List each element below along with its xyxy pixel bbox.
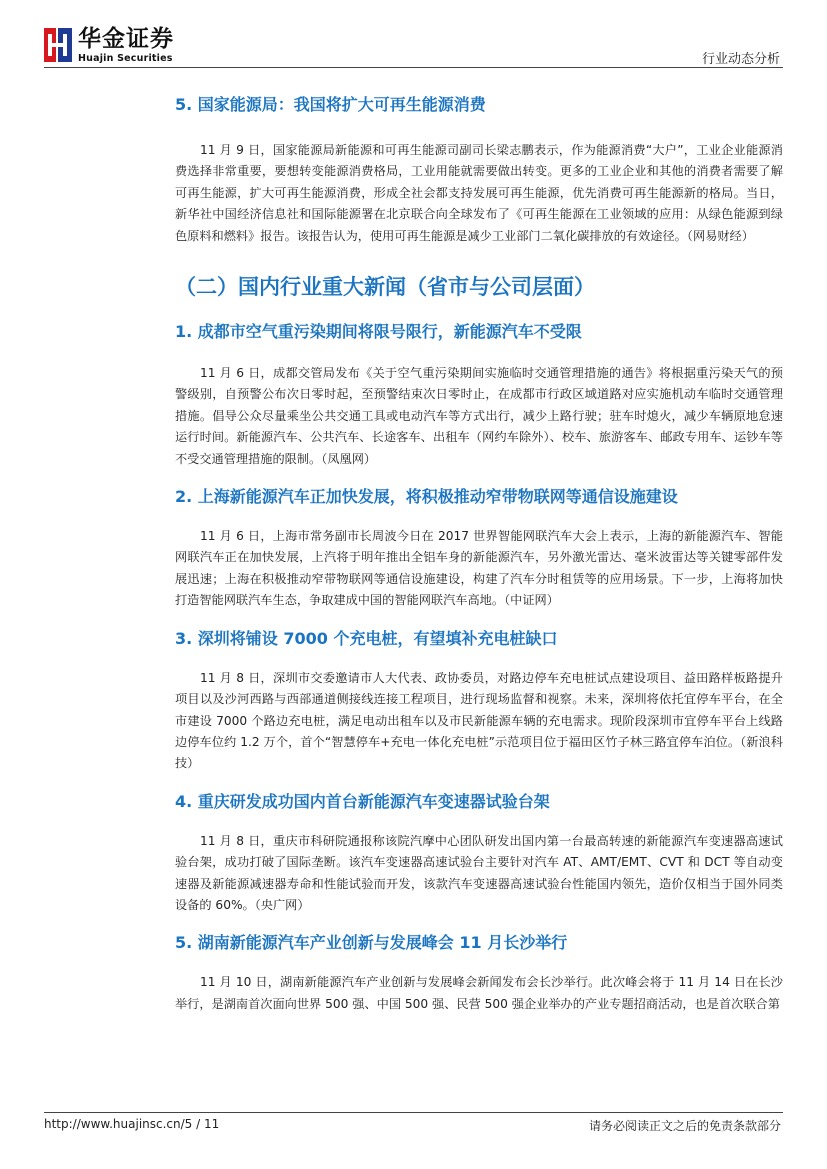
report-body (175, 94, 783, 1015)
footer-divider (44, 1112, 783, 1113)
news-paragraph: 11 月 8 日，重庆市科研院通报称该院汽摩中心团队研发出国内第一台最高转速的新能源汽车变速器高速试验台架，成功打破了国际垄断。该汽车变速器高速试验台主要针对汽车 AT、AMT/EMT、CVT 和 DCT 等自动变速器及新能源减速器寿命和性能试验而开发，该款汽车变速器高速试验台性能国内领先，造价仅相当于国外同类设备的 60%。（央广网） (175, 833, 783, 912)
page-header (0, 0, 827, 75)
news-heading: 5. 湖南新能源汽车产业创新与发展峰会 11 月长沙举行 (175, 933, 568, 953)
news-heading: 2. 上海新能源汽车正加快发展，将积极推动窄带物联网等通信设施建设 (175, 487, 678, 507)
footer-url: http://www.huajinsc.cn/5 / 11 (44, 1117, 220, 1131)
news-paragraph: 11 月 6 日，上海市常务副市长周波今日在 2017 世界智能网联汽车大会上表示，上海的新能源汽车、智能网联汽车正在加快发展，上汽将于明年推出全铝车身的新能源汽车，另外激光雷达、毫米波雷达等关键零部件发展迅速；上海在积极推动窄带物联网等通信设施建设，构建了汽车分时租赁等的应用场景。下一步，上海将加快打造智能网联汽车生态，争取建成中国的智能网联汽车高地。（中证网） (175, 529, 783, 608)
logo-text-cn: 华金证券 (78, 26, 174, 52)
logo-text-en: Huajin Securities (78, 53, 173, 64)
news-paragraph: 11 月 6 日，成都交管局发布《关于空气重污染期间实施临时交通管理措施的通告》将根据重污染天气的预警级别，自预警公布次日零时起，至预警结束次日零时止，在成都市行政区域道路对应实施机动车临时交通管理措施。倡导公众尽量乘坐公共交通工具或电动汽车等方式出行，减少上路行驶；驻车时熄火，减少车辆原地怠速运行时间。新能源汽车、公共汽车、长途客车、出租车（网约车除外）、校车、旅游客车、邮政专用车、运钞车等不受交通管理措施的限制。（凤凰网） (175, 366, 783, 466)
news-heading: 4. 重庆研发成功国内首台新能源汽车变速器试验台架 (175, 791, 550, 811)
section-title: （二）国内行业重大新闻（省市与公司层面） (175, 275, 595, 300)
news-paragraph: 11 月 8 日，深圳市交委邀请市人大代表、政协委员，对路边停车充电桩试点建设项目、益田路样板路提升项目以及沙河西路与西部通道侧接线连接工程项目，进行现场监督和视察。未来，深圳将依托宜停车平台，在全市建设 7000 个路边充电桩，满足电动出租车以及市民新能源车辆的充电需求。现阶段深圳市宜停车平台上线路边停车位约 1.2 万个，首个“智慧停车+充电一体化充电桩”示范项目位于福田区竹子林三路宜停车泊位。（新浪科技） (175, 670, 783, 771)
news-heading: 5. 国家能源局：我国将扩大可再生能源消费 (175, 95, 486, 114)
news-paragraph: 11 月 10 日，湖南新能源汽车产业创新与发展峰会新闻发布会长沙举行。此次峰会将于 11 月 14 日在长沙举行，是湖南首次面向世界 500 强、中国 500 强、民营 500 强企业举办的产业专题招商活动，也是首次联合第 (175, 975, 783, 1011)
header-divider (44, 67, 783, 68)
huajin-logo (44, 26, 194, 66)
report-type-label: 行业动态分析 (701, 52, 780, 67)
footer-disclaimer: 请务必阅读正文之后的免责条款部分 (588, 1119, 781, 1133)
news-paragraph: 11 月 9 日，国家能源局新能源和可再生能源司副司长梁志鹏表示，作为能源消费“大户”，工业企业能源消费选择非常重要，要想转变能源消费格局，工业用能就需要做出转变。更多的工业企业和其他的消费者需要了解可再生能源，扩大可再生能源消费，形成全社会都支持发展可再生能源，优先消费可再生能源新的格局。当日，新华社中国经济信息社和国际能源署在北京联合向全球发布了《可再生能源在工业领域的应用：从绿色能源到绿色原料和燃料》报告。该报告认为，使用可再生能源是减少工业部门二氧化碳排放的有效途径。（网易财经） (175, 143, 783, 243)
news-heading: 3. 深圳将铺设 7000 个充电桩，有望填补充电桩缺口 (175, 628, 558, 648)
news-heading: 1. 成都市空气重污染期间将限号限行，新能源汽车不受限 (175, 322, 582, 342)
huajin-logo-icon (44, 28, 72, 62)
